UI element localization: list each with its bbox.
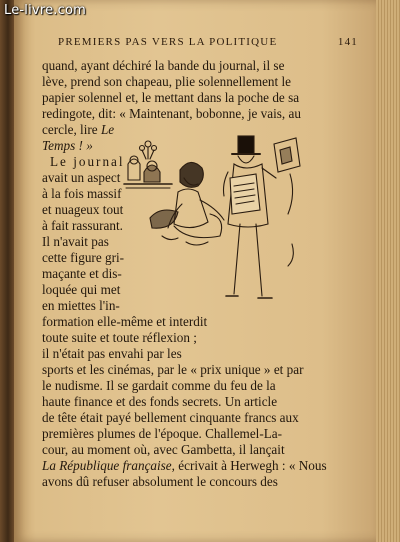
italic-title: Le [100, 122, 115, 137]
newspaper-sketch [230, 174, 260, 214]
text-line: haute finance et des fonds secrets. Un article [42, 394, 278, 409]
running-head [58, 36, 358, 48]
text-line: quand, ayant déchiré la bande du journal, il se [42, 58, 285, 73]
text-line: à la fois massif [42, 186, 122, 201]
text-line: toute suite et toute réflexion ; [42, 330, 197, 345]
text-line: et nuageux tout [42, 202, 124, 217]
woman-figure-sketch [150, 162, 224, 245]
flower-bouquet-sketch [140, 141, 157, 159]
text-segment: , écrivait à Herwegh : « Nous [171, 458, 327, 473]
text-line: maçante et dis- [42, 266, 122, 281]
page-number: 141 [337, 36, 358, 48]
text-line: cette figure gri- [42, 250, 125, 265]
text-segment: cercle, lire [42, 122, 98, 137]
mantel-ornaments-sketch [124, 156, 172, 188]
text-line: premières plumes de l'époque. Challemel-La- [42, 426, 283, 441]
text-line: le nudisme. Il se gardait comme du feu de la [42, 378, 276, 393]
book-page [14, 0, 376, 542]
text-line: Il n'avait pas [42, 234, 109, 249]
man-top-hat-sketch [224, 136, 277, 298]
running-head-title: PREMIERS PAS VERS LA POLITIQUE [58, 36, 278, 48]
text-line: en miettes l'in- [42, 298, 120, 313]
text-line: cour, au moment où, avec Gambetta, il lançait [42, 442, 285, 457]
text-line: à fait rassurant. [42, 218, 123, 233]
text-line: il n'était pas envahi par les [42, 346, 182, 361]
wall-frame-sketch [274, 138, 300, 266]
italic-title: La République française [42, 458, 172, 473]
text-line: Le journal [50, 154, 125, 169]
page-edges [376, 0, 400, 542]
text-line: loquée qui met [42, 282, 121, 297]
text-line [42, 458, 327, 474]
text-line: redingote, dit: « Maintenant, bobonne, je vais, au [42, 106, 301, 121]
illustration-couple-with-newspaper [122, 134, 312, 314]
text-line: de tête était payé bellement cinquante francs aux [42, 410, 299, 425]
text-line: Temps ! » [42, 138, 93, 153]
text-line: avons dû refuser absolument le concours des [42, 474, 278, 489]
text-line: sports et les cinémas, par le « prix unique » et par [42, 362, 304, 377]
text-line: lève, prend son chapeau, plie solennellement le [42, 74, 292, 89]
text-line: avait un aspect [42, 170, 121, 185]
text-line: papier solennel et, le mettant dans la poche de sa [42, 90, 300, 105]
watermark: Le-livre.com [4, 3, 86, 18]
text-line [42, 122, 114, 138]
text-line: formation elle-même et interdit [42, 314, 208, 329]
